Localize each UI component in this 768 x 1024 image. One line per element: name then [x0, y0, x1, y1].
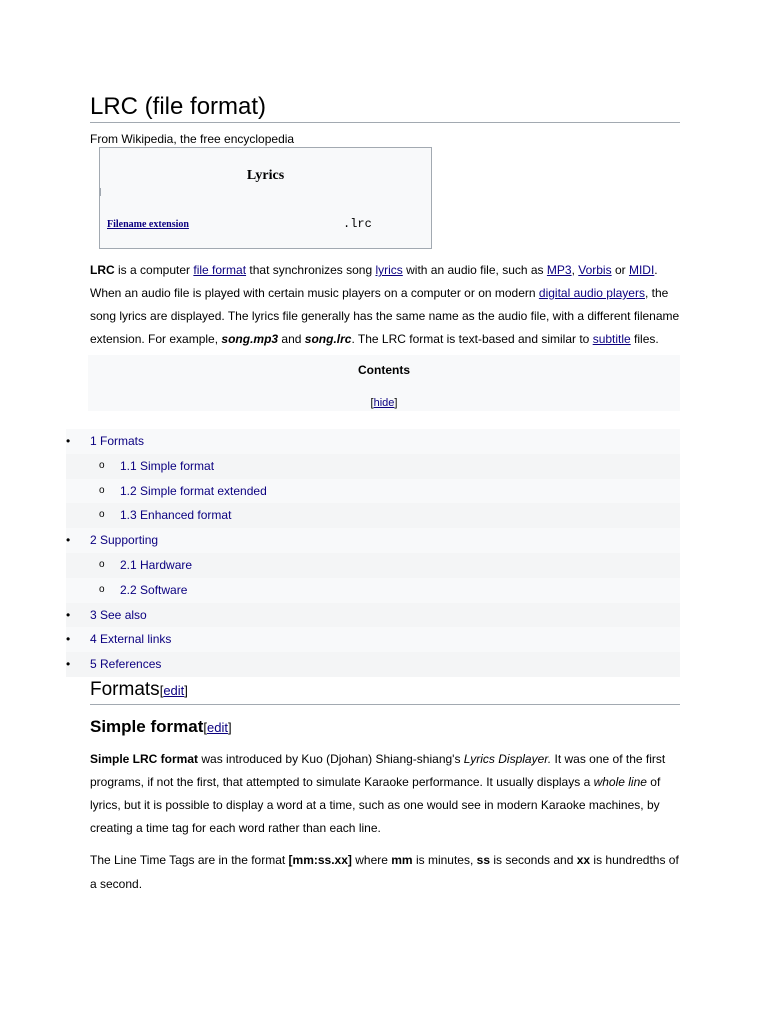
bullet-icon: •: [66, 632, 71, 647]
toc-link[interactable]: 2 Supporting: [90, 533, 159, 548]
section-heading-formats: [90, 678, 680, 705]
circle-bullet-icon: o: [99, 558, 105, 570]
infobox: [99, 147, 432, 249]
page-title: LRC (file format): [90, 92, 680, 123]
toc-link[interactable]: 2.1 Hardware: [120, 557, 193, 572]
infobox-divider: [100, 188, 101, 196]
edit-section: [160, 683, 188, 698]
toc-title: Contents: [358, 363, 410, 377]
toc-item-references[interactable]: [66, 652, 680, 677]
lead-term: LRC: [90, 263, 115, 277]
body-text: The Line Time Tags are in the format: [90, 853, 289, 867]
link-midi[interactable]: MIDI: [628, 263, 655, 277]
bracket: [: [159, 683, 164, 698]
body-text: where: [351, 853, 392, 867]
toc-item-supporting[interactable]: [66, 528, 680, 553]
toc-list: [66, 429, 680, 677]
bracket: ]: [394, 397, 398, 409]
toc-link[interactable]: 4 External links: [90, 632, 172, 647]
toc-link[interactable]: 1.3 Enhanced format: [120, 508, 232, 523]
toc-link[interactable]: 1.2 Simple format extended: [120, 483, 267, 498]
circle-bullet-icon: o: [99, 459, 105, 471]
bullet-icon: •: [66, 607, 71, 622]
toc-link[interactable]: 3 See also: [90, 607, 147, 622]
bullet-icon: •: [66, 434, 71, 448]
lead-text: ,: [571, 263, 579, 277]
body-text: is hundredths of a second.: [90, 853, 679, 891]
lead-text: is a computer: [114, 263, 194, 277]
time-tags-paragraph: [90, 848, 682, 896]
lead-text: that synchronizes song: [246, 263, 376, 277]
body-text: of lyrics, but it is possible to display a word at a time, such as one would see in modern Karaoke machines, by creating a time tag for each word rather than each line.: [90, 775, 661, 835]
toc-link[interactable]: 1.1 Simple format: [120, 458, 215, 473]
lead-text: . The LRC format is text-based and similar to: [351, 332, 593, 346]
toc-item-hardware[interactable]: [66, 553, 680, 578]
bold-term: xx: [576, 853, 591, 867]
bracket: ]: [184, 683, 188, 698]
lead-text: . When an audio file is played with certain music players on a computer or on modern: [90, 263, 658, 300]
link-mp3[interactable]: MP3: [546, 263, 572, 277]
edit-simple-format-link[interactable]: edit: [206, 720, 228, 735]
link-lyrics[interactable]: lyrics: [375, 263, 403, 277]
toc-item-simple-format[interactable]: [66, 454, 680, 479]
infobox-title: Lyrics: [246, 168, 285, 183]
heading-text: Formats: [90, 679, 160, 700]
toc-item-software[interactable]: [66, 578, 680, 603]
toc-link[interactable]: 2.2 Software: [120, 582, 188, 597]
bullet-icon: •: [66, 533, 71, 548]
bullet-icon: •: [66, 657, 71, 672]
toc-item-external-links[interactable]: [66, 627, 680, 652]
infobox-filename-extension-value: .lrc: [343, 217, 372, 231]
toc-item-enhanced-format[interactable]: [66, 503, 680, 528]
bold-term: ss: [476, 853, 490, 867]
circle-bullet-icon: o: [99, 484, 105, 496]
circle-bullet-icon: o: [99, 583, 105, 595]
bold-term: mm: [391, 853, 413, 867]
italic-term: whole line: [593, 775, 647, 789]
link-subtitle[interactable]: subtitle: [592, 332, 631, 346]
toc-hide-toggle: [88, 397, 680, 409]
bracket: [: [370, 397, 374, 409]
toc-header: [88, 355, 680, 411]
lead-text: with an audio file, such as: [402, 263, 547, 277]
page-tagline: From Wikipedia, the free encyclopedia: [90, 132, 295, 146]
bracket: ]: [227, 720, 232, 735]
body-text: was introduced by Kuo (Djohan) Shiang-shiang's: [198, 752, 464, 766]
link-vorbis[interactable]: Vorbis: [578, 263, 612, 277]
edit-formats-link[interactable]: edit: [163, 683, 185, 698]
heading-text: Simple format: [90, 717, 204, 736]
toc-item-simple-format-extended[interactable]: [66, 479, 680, 504]
infobox-filename-extension-link[interactable]: Filename extension: [107, 219, 189, 230]
body-text: is seconds and: [490, 853, 577, 867]
italic-term: Lyrics Displayer.: [463, 752, 552, 766]
link-digital-audio-players[interactable]: digital audio players: [538, 286, 645, 300]
lead-text: files.: [630, 332, 659, 346]
example-song-lrc: song.lrc: [304, 332, 352, 346]
toc-hide-link[interactable]: hide: [373, 397, 395, 409]
lead-text: or: [611, 263, 629, 277]
toc-item-formats[interactable]: [66, 429, 680, 454]
lead-text: and: [278, 332, 305, 346]
bold-term: Simple LRC format: [90, 752, 199, 766]
toc-link[interactable]: 1 Formats: [90, 434, 145, 448]
body-text: It was one of the first programs, if not the first, that attempted to simulate Karaoke performance. It usually displays a: [90, 752, 666, 789]
example-song-mp3: song.mp3: [221, 332, 279, 346]
toc-item-see-also[interactable]: [66, 603, 680, 628]
bold-term: [mm:ss.xx]: [288, 853, 352, 867]
link-file-format[interactable]: file format: [193, 263, 247, 277]
toc-link[interactable]: 5 References: [90, 657, 162, 672]
simple-format-paragraph: [90, 748, 682, 840]
lead-paragraph: [90, 259, 682, 351]
body-text: is minutes,: [412, 853, 477, 867]
edit-section: [203, 720, 231, 735]
section-heading-simple-format: [90, 716, 232, 739]
lead-text: , the song lyrics are displayed. The lyrics file generally has the same name as the audio file, with a different filename extension. For example,: [90, 286, 680, 346]
circle-bullet-icon: o: [99, 509, 105, 521]
bracket: [: [203, 720, 207, 735]
